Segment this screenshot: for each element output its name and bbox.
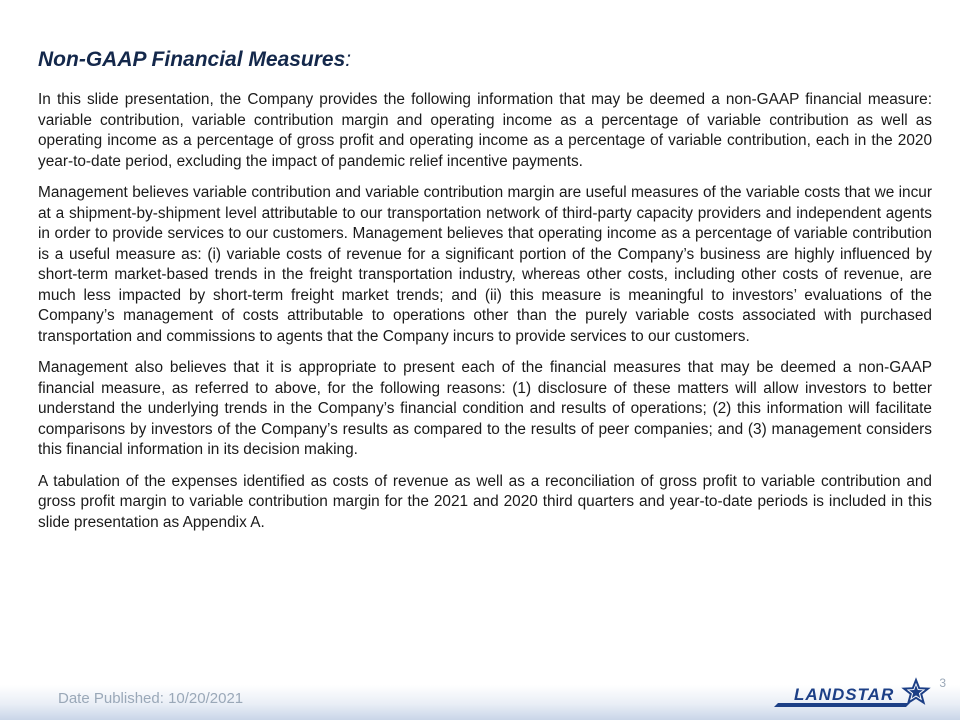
slide-title (38, 48, 351, 72)
logo-wordmark: LANDSTAR (794, 685, 895, 704)
paragraph-appendix-reference: A tabulation of the expenses identified as costs of revenue as well as a reconciliation of gross profit to variable contribution and gross profit margin to variable contribution margin for the 2021 and 2020 third quarters and year-to-date periods is included in this slide presentation as Appendix A. (38, 472, 932, 531)
page-number: 3 (939, 676, 946, 690)
landstar-logo-graphic (772, 672, 932, 712)
slide-body (38, 90, 932, 544)
paragraph-non-gaap-intro: In this slide presentation, the Company provides the following information that may be deemed a non-GAAP financial measure: variable contribution, variable contribution margin and operating income as a percentage of variable contribution as well as operating income as a percentage of gross profit and operating income as a percentage of variable contribution, each in the 2020 year-to-date period, excluding the impact of pandemic relief incentive payments. (38, 91, 932, 170)
slide-title-text: Non-GAAP Financial Measures (38, 48, 346, 71)
landstar-logo (772, 672, 932, 712)
date-published: Date Published: 10/20/2021 (58, 690, 244, 707)
paragraph-variable-contribution-rationale: Management believes variable contribution and variable contribution margin are useful measures of the variable costs that we incur at a shipment-by-shipment level attributable to our transportation network of third-party capacity providers and independent agents in order to provide services to our customers. Management believes that operating income as a percentage of variable contribution is a useful measure as: (i) variable costs of revenue for a significant portion of the Company’s business are highly influenced by short-term market-based trends in the freight transportation industry, whereas other costs, including other costs of revenue, are much less impacted by short-term freight market trends; and (ii) this measure is meaningful to investors’ evaluations of the Company’s management of costs attributable to operations other than the purely variable costs associated with purchased transportation and commissions to agents that the Company incurs to provide services to our customers. (38, 184, 932, 345)
paragraph-reasons: Management also believes that it is appropriate to present each of the financial measures that may be deemed a non-GAAP financial measure, as referred to above, for the following reasons: (1) disclosure of these matters will allow investors to better understand the underlying trends in the Company’s financial condition and results of operations; (2) this information will facilitate comparisons by investors of the Company’s results as compared to the results of peer companies; and (3) management considers this financial information in its decision making. (38, 359, 932, 458)
slide-title-colon: : (345, 48, 352, 71)
